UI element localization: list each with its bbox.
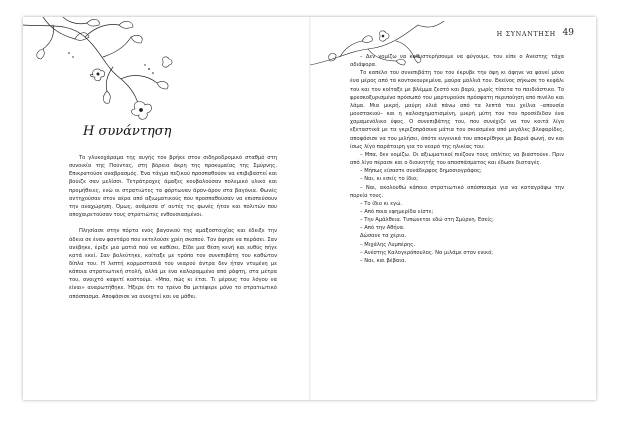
dialogue-line: – Από ποια εφημερίδα είστε;	[360, 208, 434, 215]
dialogue-line: – Μιχάλης Λυμπέρης.	[360, 241, 415, 248]
running-head: Η ΣΥΝΑΝΤΗΣΗ	[496, 31, 556, 38]
left-page-text	[69, 154, 277, 301]
dialogue-line: – Ναι, κι εσείς το ίδιο;	[360, 176, 418, 183]
right-page	[310, 17, 596, 400]
paragraph: Το γλυκοχάραμα της αυγής τον βρήκε στον σιδηροδρομικό σταθμό στη συνοικία της Πούντας, στη βόρεια άκρη της προκυμαίας της Σμύρνης. Επικρατούσε αναβρασμός. Ένα τάγμα πεζικού προσπαθούσε να επιβιβαστεί και βούιζε σαν μελίσσι. Τετράτροχες άμαξες κουβαλούσαν πολεμικό υλικό και προμήθειες, ενώ οι στρατιώτες τα φόρτωναν άρον-άρον στα βαγόνια. Φωνές αντηχούσαν στον αέρα από αξιωματικούς που προσπαθούσαν να επισπεύσουν την αναχώρηση. Όμως, ανάμεσα σ' αυτές τις φωνές ήταν και πολιτών που αποχαιρετούσαν τους στρατιώτες ενθουσιασμένοι.	[69, 155, 277, 219]
dialogue-line: – Ναι, και βέβαια.	[360, 257, 407, 264]
book-spread	[23, 17, 596, 400]
dialogue-line: – Από την Αθήνα.	[360, 225, 405, 232]
narration-line: Δώσανε τα χέρια.	[360, 233, 407, 240]
dialogue-line: – Το ίδιο κι εγώ.	[360, 200, 403, 207]
dialogue-line: – Την Αμάλθεια. Τυπώνεται εδώ στη Σμύρνη. Εσείς;	[360, 217, 494, 224]
right-page-text	[350, 53, 564, 265]
paragraph: – Μπα, δεν νομίζω. Οι αξιωματικοί πιέζουν τους οπλίτες να βιαστούνε. Πριν από λίγο πέρασε και ο διοικητής του αποσπάσματος και έδωσε διαταγές.	[350, 151, 564, 167]
chapter-title: Η συνάντηση	[83, 124, 172, 139]
paragraph: Πλησίασε στην πόρτα ενός βαγονιού της αμαξοστοιχίας και έδειξε την άδεια σε έναν φαντάρο που εκτελούσε χρέη σκοπού. Τον άφησε να περάσει. Σαν ανέβηκε, έριξε μια ματιά πού να καθίσει. Είδε μια θέση κενή και ευθύς πήγε κατά εκεί. Σαν βολεύτηκε, κοίταξε με τρόπο τον συνεπιβάτη του καθώτον δίπλα του. Η λεπτή κορμοστασιά του νεαρού άντρα δεν ήταν ντυμένη με κάποια στρατιωτική στολή, αλλά με ένα καλοραμμένο από ράφτη, στα μέτρα του, ανοιχτό καφετί κοστούμι. «Μπα, πώς κι έτσι. Τι μέρους του λόγου να είναι» αναρωτήθηκε. Ήξερε ότι το τρένο θα μετέφερε μόνο το στρατιωτικό απόσπασμα. Αποφάσισε να ανοιχτεί και να μάθει.	[69, 228, 277, 300]
dialogue-line: – Ναι, ακολουθώ κάποιο στρατιωτικό απόσπασμα για να καταγράψω την πορεία τους.	[350, 184, 564, 199]
left-page	[23, 17, 309, 400]
paragraph: – Δεν νομίζω να καθυστερήσουμε να φύγουμε, του είπε ο Ανέστης τάχα αδιάφορα.	[350, 54, 564, 69]
page-number: 49	[562, 28, 574, 38]
floral-vine-ornament	[23, 17, 223, 121]
paragraph: Το καπέλο του συνεπιβάτη του του έκρυβε την όψη κι άφηνε να φανεί μόνο ένα μέρος από τα κοντοκουρεμένα, μαύρα μαλλιά του. Εκείνος σήκωσε το κεφάλι του και τον κοίταξε με βλέμμα ζεστό και βαρύ, χωρίς τίποτα το παιδιάστικο. Το φρεσκοξυρισμένο πρόσωπό του μαρτυρούσε πρόσφατη περιποίηση από πινέλο και λάμα. Μια μικρή, μαύρη ελιά πάνω από τα λεπτά του χείλια –απουσία μουστακιού– και η καλοσχηματισμένη, μικρή μύτη του του προσέδιδαν ένα χαμαμενόλικο ύφος. Ο συνεπιβάτης του, που συνέχιζε να τον κοιτά λίγο εξεταστικά με τα γκριζοπράσινα μάτια του σκιασμένα από μεγάλες βλεφαρίδες, αποφάσισε να του μιλήσει, όπότε ευγενικά του αποκρίθηκε με βαριά φωνή, αν και ίσως λίγο παράταιρη για το νεαρό της ηλικίας του:	[350, 70, 564, 150]
dialogue-line: – Μήπως είσαστε συνάδερφος δημοσιογράφος;	[360, 168, 482, 175]
dialogue-line: – Ανέστης Καλογερόπουλος. Να μιλάμε στον ενικό;	[360, 249, 493, 256]
